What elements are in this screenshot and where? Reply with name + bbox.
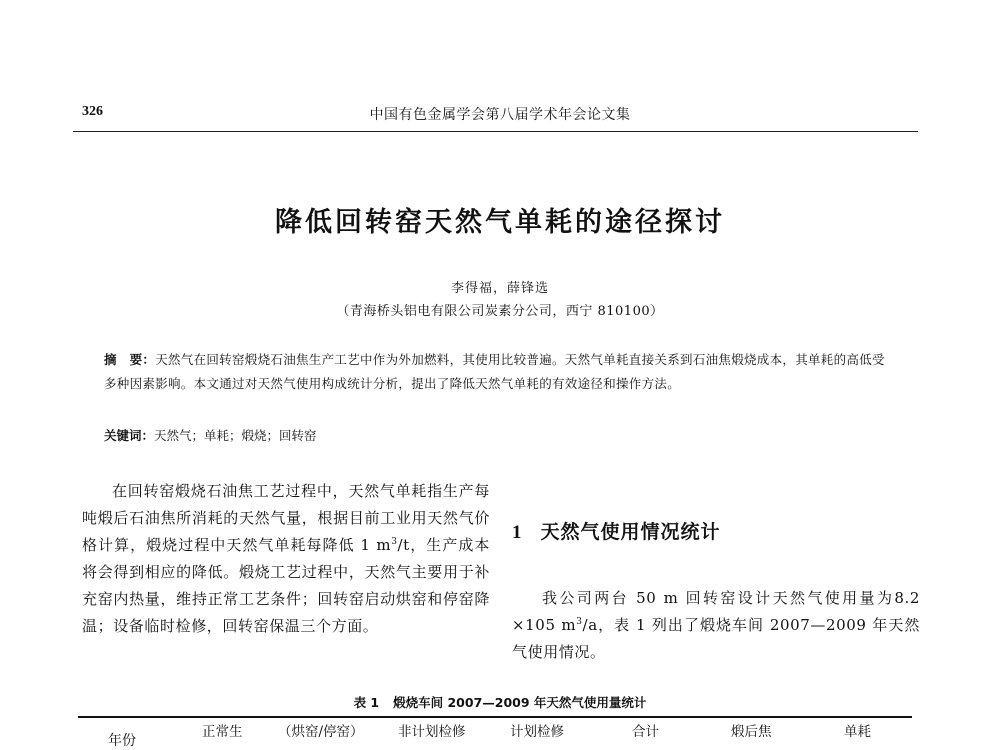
table-header-unplanned: 非计划检修 xyxy=(398,724,466,740)
table-caption-text: 煅烧车间 2007—2009 年天然气使用量统计 xyxy=(393,695,647,710)
abstract xyxy=(104,348,894,396)
running-header: 中国有色金属学会第八届学术年会论文集 xyxy=(369,107,631,123)
table-header-calcined-coke: 煅后焦 xyxy=(731,724,772,740)
abstract-label: 摘 要： xyxy=(104,352,156,367)
section1-column xyxy=(512,585,920,666)
table-header-planned: 计划检修 xyxy=(510,724,564,740)
page-number: 326 xyxy=(82,104,103,119)
table-header-year: 年份 xyxy=(108,733,136,749)
abstract-text: 天然气在回转窑煅烧石油焦生产工艺中作为外加燃料，其使用比较普遍。天然气单耗直接关系到石油焦煅烧成本，其单耗的高低受多种因素影响。本文通过对天然气使用构成统计分析，提出了降低天然气单耗的有效途径和操作方法。 xyxy=(104,352,885,391)
article-title: 降低回转窑天然气单耗的途径探讨 xyxy=(275,207,725,238)
section-heading xyxy=(512,517,721,544)
table-header-normal: 正常生 xyxy=(202,724,243,740)
authors: 李得福，薛锋选 xyxy=(450,281,549,296)
table-label: 表 1 xyxy=(353,695,380,710)
header-rule xyxy=(73,131,918,132)
table-header-total: 合计 xyxy=(632,724,659,740)
keywords xyxy=(104,424,894,448)
intro-column xyxy=(82,478,490,640)
table-caption xyxy=(0,693,1000,711)
keywords-label: 关键词： xyxy=(104,428,155,443)
keywords-text: 天然气；单耗；煅烧；回转窑 xyxy=(154,428,317,443)
table-header-unit-consumption: 单耗 xyxy=(844,724,871,740)
affiliation: （青海桥头铝电有限公司炭素分公司，西宁 810100） xyxy=(336,304,664,319)
section-number: 1 xyxy=(512,522,523,543)
table-header-startstop: （烘窑/停窑） xyxy=(278,724,364,740)
table-top-rule xyxy=(78,716,912,718)
intro-paragraph: 在回转窑煅烧石油焦工艺过程中，天然气单耗指生产每吨煅后石油焦所消耗的天然气量，根据目前工业用天然气价格计算，煅烧过程中天然气单耗每降低 1 $m^3/t$，生产成本将会得到相应的降低。煅烧工艺过程中，天然气主要用于补充窑内热量，维持正常工艺条件；回转窑启动烘窑和停窑降温；设备临时检修，回转窑保温三个方面。 xyxy=(82,482,490,635)
section1-paragraph: 我公司两台 50 m 回转窑设计天然气使用量为8.2 ×105 $m^3/a$，表 1 列出了煅烧车间 2007—2009 年天然气使用情况。 xyxy=(512,589,920,661)
section-title: 天然气使用情况统计 xyxy=(540,521,721,543)
